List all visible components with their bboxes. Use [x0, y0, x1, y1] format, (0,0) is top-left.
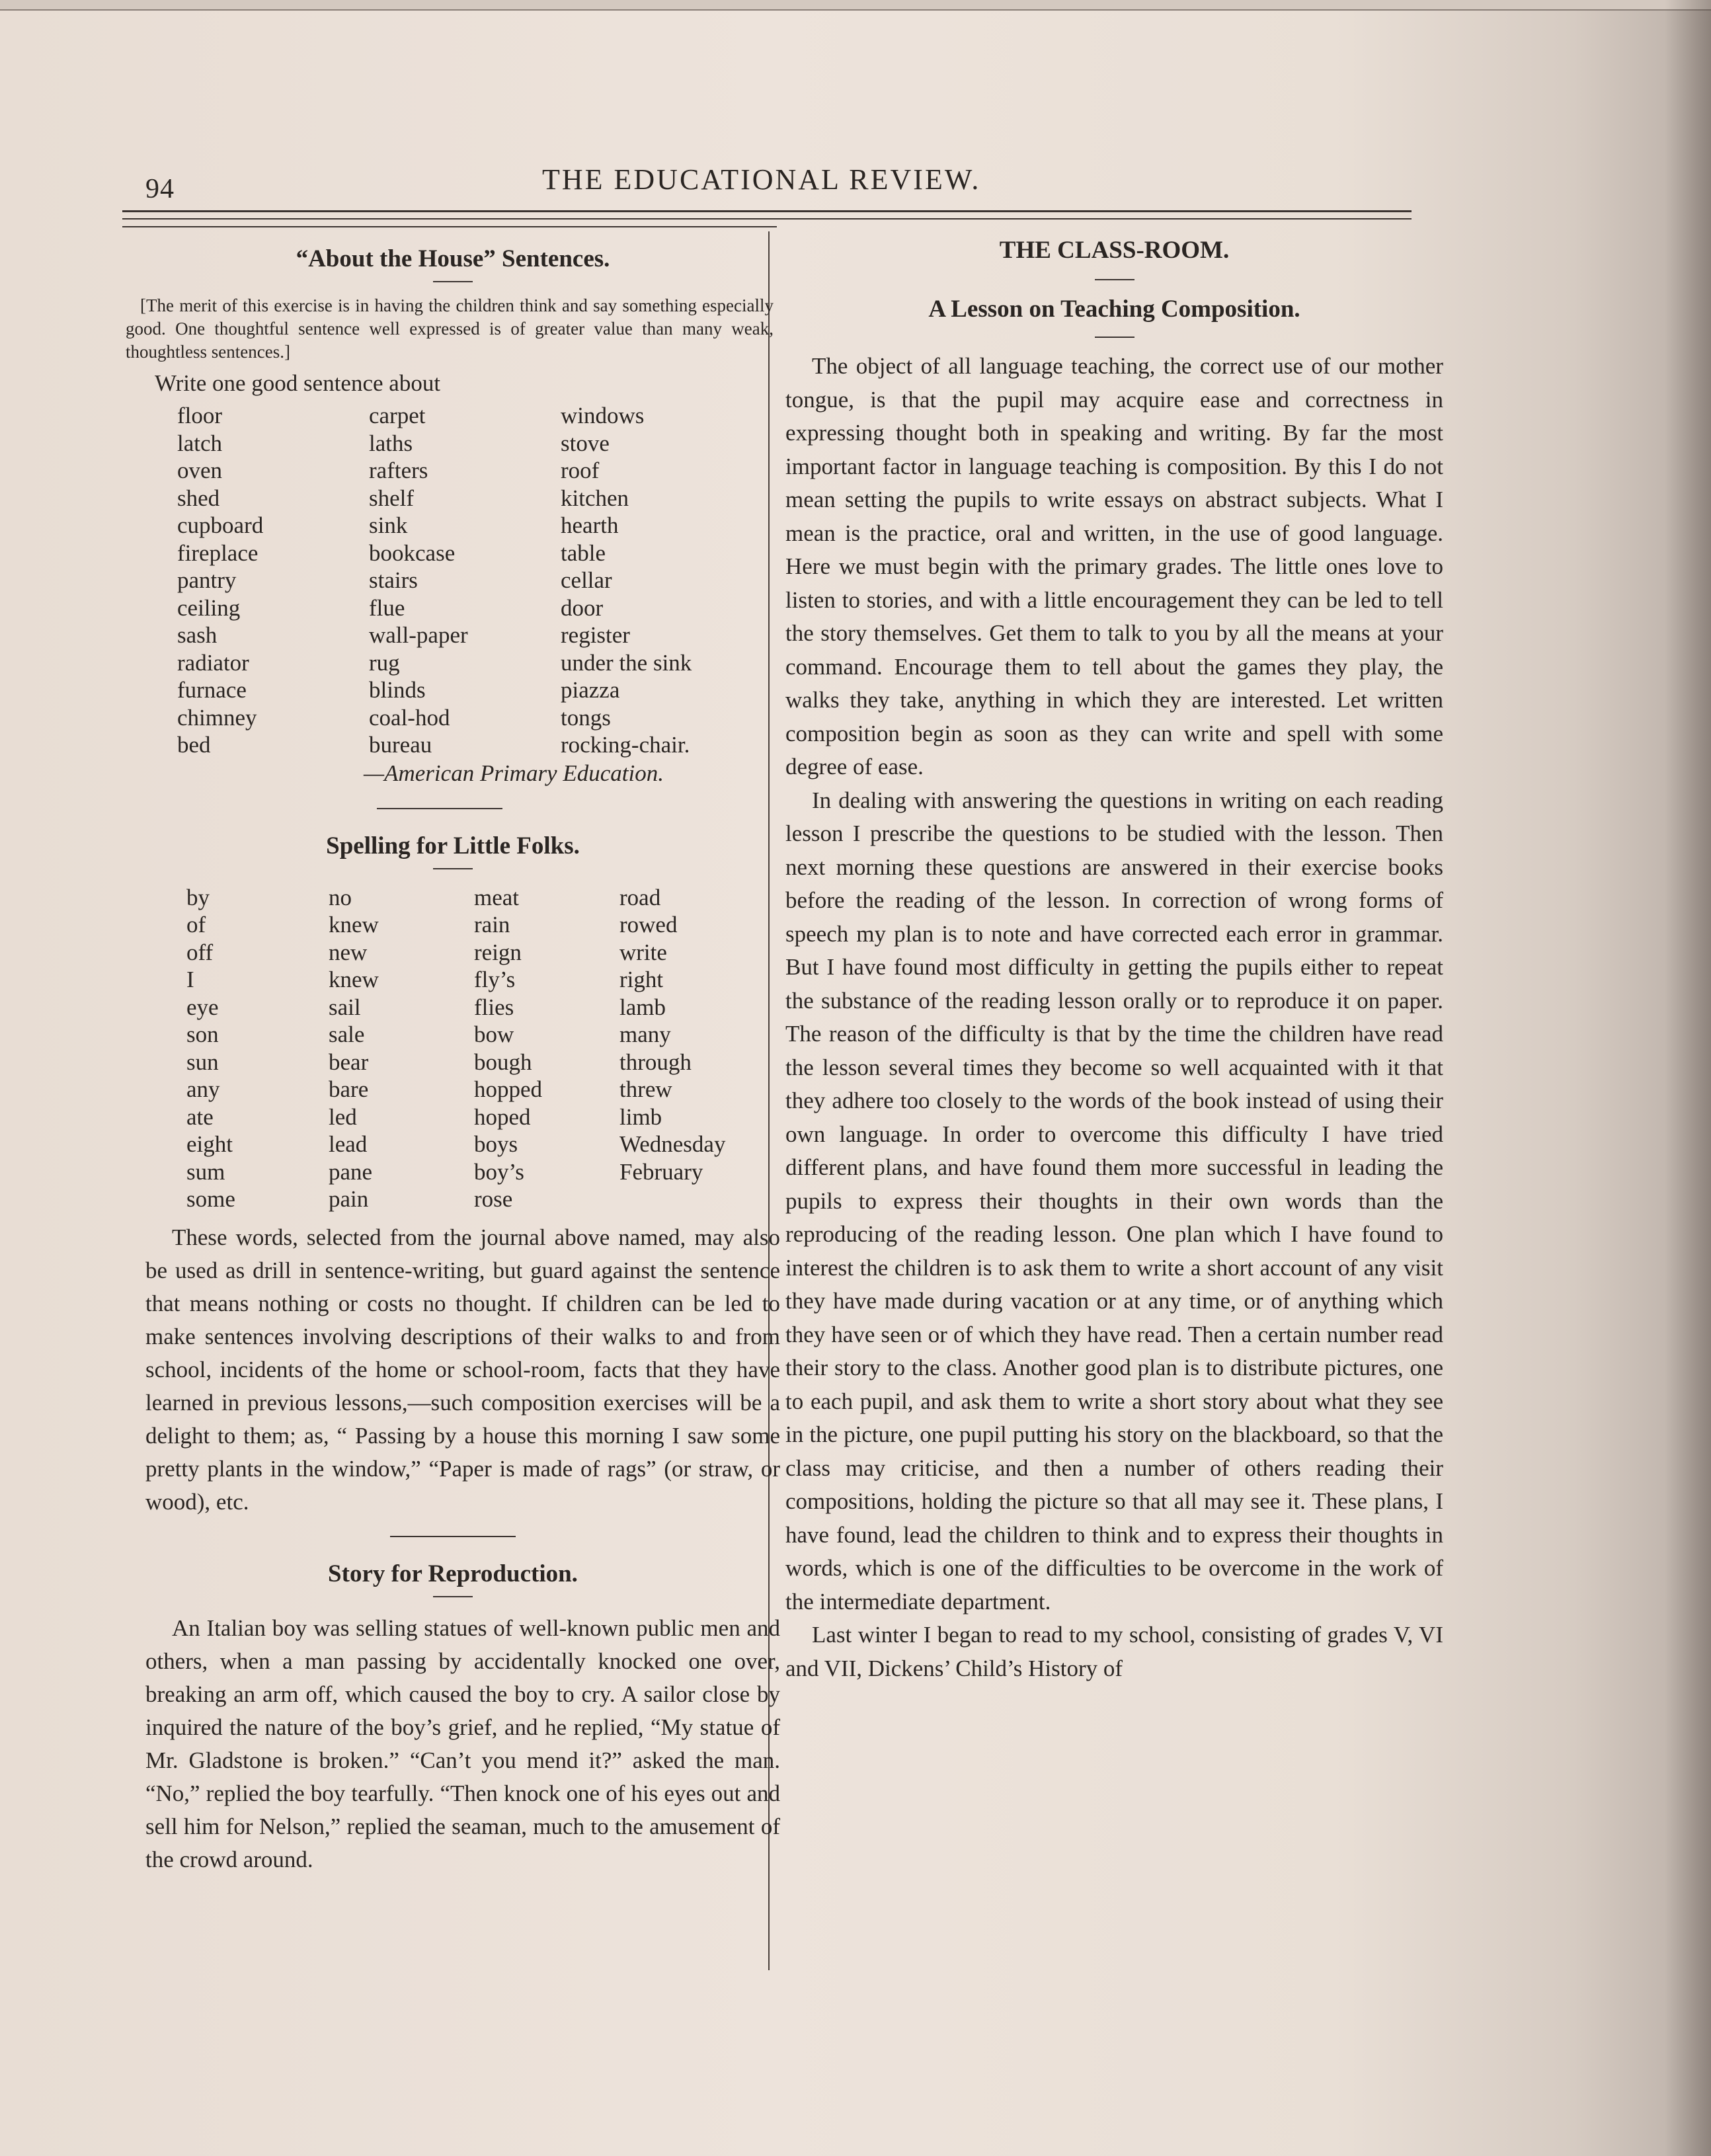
word-item: shelf: [369, 485, 415, 511]
word-item: some: [186, 1186, 235, 1212]
word-item: boy’s: [474, 1158, 524, 1185]
running-title: THE EDUCATIONAL REVIEW.: [542, 163, 981, 196]
word-item: blinds: [369, 677, 426, 703]
word-item: reign: [474, 939, 522, 965]
right-column: [785, 228, 1443, 1685]
word-item: knew: [329, 967, 379, 992]
word-item: through: [619, 1049, 692, 1075]
header-rule: [122, 210, 1412, 212]
article-paragraph: Last winter I began to read to my school, consisting of grades V, VI and VII, Dickens’ Child’s History of: [785, 1622, 1443, 1681]
word-item: bow: [474, 1021, 514, 1047]
word-column: [329, 884, 474, 1213]
word-item: bed: [177, 732, 211, 758]
word-item: door: [561, 594, 604, 621]
title-rule: [1095, 337, 1134, 338]
word-item: bureau: [369, 732, 432, 758]
word-column: [474, 884, 619, 1213]
spelling-word-list: [186, 884, 780, 1213]
word-item: stairs: [369, 567, 418, 593]
word-item: lead: [329, 1131, 368, 1157]
word-item: eye: [186, 994, 219, 1020]
word-item: piazza: [561, 677, 620, 703]
word-item: boys: [474, 1131, 518, 1157]
word-item: hopped: [474, 1076, 543, 1102]
word-item: by: [186, 884, 210, 910]
word-item: pantry: [177, 567, 237, 593]
editorial-note: [The merit of this exercise is in having the children think and say something especially good. One thoughtful sentence well expressed is of greater value than many weak, thoughtless sentences.]: [126, 296, 774, 362]
word-item: off: [186, 939, 214, 965]
binding-shadow: [1665, 0, 1711, 2156]
word-column: [369, 402, 561, 759]
title-rule: [433, 1596, 473, 1597]
word-item: bear: [329, 1049, 369, 1075]
section-divider: [390, 1536, 516, 1537]
word-item: stove: [561, 430, 610, 456]
house-word-list: [177, 402, 780, 759]
word-item: no: [329, 884, 352, 910]
section-title-about-the-house: “About the House” Sentences.: [296, 245, 610, 272]
word-item: rain: [474, 912, 510, 938]
title-rule: [433, 868, 473, 869]
word-item: furnace: [177, 677, 247, 703]
word-item: fly’s: [474, 967, 516, 992]
word-item: radiator: [177, 649, 249, 676]
word-item: rug: [369, 649, 400, 676]
title-rule: [1095, 279, 1134, 280]
word-item: rafters: [369, 458, 428, 483]
word-item: bookcase: [369, 539, 456, 566]
word-item: rocking-chair.: [561, 732, 690, 758]
word-item: sun: [186, 1049, 219, 1075]
word-item: chimney: [177, 704, 257, 731]
word-item: kitchen: [561, 485, 629, 511]
word-item: register: [561, 622, 630, 648]
word-item: limb: [619, 1103, 662, 1130]
word-item: pane: [329, 1158, 373, 1185]
exercise-intro: Write one good sentence about: [155, 370, 441, 396]
word-item: coal-hod: [369, 704, 450, 731]
section-title-story: Story for Reproduction.: [328, 1560, 578, 1587]
source-credit: —American Primary Education.: [364, 760, 664, 786]
word-item: laths: [369, 430, 413, 456]
word-item: roof: [561, 458, 600, 483]
word-item: many: [619, 1021, 671, 1047]
word-item: sale: [329, 1021, 365, 1047]
spelling-paragraph: These words, selected from the journal above named, may also be used as drill in sentence-writing, but guard against the sentence that means nothing or costs no thought. If children can be led to make sentences involving descriptions of their walks to and from school, incidents of the home or school-room, facts that they have learned in previous lessons,—such composition exercises will be a delight to them; as, “ Passing by a house this morning I saw some pretty plants in the window,” “Paper is made of rags” (or straw, or wood), etc.: [145, 1224, 780, 1515]
word-item: Wednesday: [619, 1131, 726, 1157]
word-item: windows: [561, 403, 645, 428]
column-title-class-room: THE CLASS-ROOM.: [999, 237, 1230, 264]
word-item: ceiling: [177, 594, 241, 621]
word-item: of: [186, 912, 206, 938]
word-item: shed: [177, 485, 220, 511]
word-item: road: [619, 884, 661, 910]
word-item: eight: [186, 1131, 233, 1157]
header-rule: [122, 218, 1412, 220]
word-item: rowed: [619, 912, 678, 938]
word-item: son: [186, 1021, 219, 1047]
left-column: [126, 231, 780, 1876]
article-paragraph: In dealing with answering the questions in writing on each reading lesson I prescribe the questions to be studied with the lesson. Then next morning these questions are answered in their exercise books before the reading of the lesson. In correction of wrong forms of speech my plan is to note and have corrected each error in grammar. But I have found most difficulty in getting the pupils either to repeat the substance of the reading lesson orally or to reproduce it on paper. The reason of the difficulty is that by the time the children have read the lesson several times they become so well acquainted with it that they adhere too closely to the words of the book instead of using their own language. In order to overcome this difficulty I have tried different plans, and have found them more successful in leading the pupils to express their thoughts in their own words than the reproducing of the reading lesson. One plan which I have found to interest the children is to ask them to write a short account of any visit they have made during vacation or at any time, or of anything which they have seen or of which they have read. Then a certain number read their story to the class. Another good plan is to distribute pictures, one to each pupil, and ask them to write a short story about what they see in the picture, one pupil putting his story on the blackboard, so that the class may criticise, and then a number of others reading their compositions, holding the picture so that all may see it. These plans, I have found, lead the children to think and to express their thoughts in words, which is one of the difficulties to be overcome in the work of the intermediate department.: [785, 787, 1443, 1615]
word-item: bough: [474, 1049, 532, 1075]
word-item: led: [329, 1103, 357, 1130]
word-item: sash: [177, 622, 218, 648]
word-item: tongs: [561, 704, 611, 731]
word-item: rose: [474, 1186, 513, 1212]
word-item: knew: [329, 912, 379, 938]
word-column: [186, 884, 329, 1213]
word-item: any: [186, 1076, 220, 1102]
word-item: threw: [619, 1076, 672, 1102]
word-item: new: [329, 939, 368, 965]
word-item: ate: [186, 1103, 214, 1130]
word-item: floor: [177, 403, 223, 428]
word-item: pain: [329, 1186, 369, 1212]
word-item: meat: [474, 884, 520, 910]
header-rule: [122, 226, 777, 227]
word-item: right: [619, 967, 664, 992]
word-item: sum: [186, 1158, 225, 1185]
word-item: February: [619, 1158, 703, 1185]
word-item: table: [561, 539, 606, 566]
word-item: hearth: [561, 512, 619, 538]
section-divider: [377, 808, 502, 809]
word-item: flue: [369, 594, 405, 621]
word-item: sink: [369, 512, 408, 538]
word-column: [619, 884, 785, 1213]
word-item: lamb: [619, 994, 666, 1020]
word-item: flies: [474, 994, 514, 1020]
word-item: cellar: [561, 567, 612, 593]
word-item: I: [186, 967, 194, 992]
word-item: write: [619, 939, 667, 965]
page-top-edge: [0, 0, 1711, 11]
word-item: under the sink: [561, 649, 692, 676]
title-rule: [433, 281, 473, 282]
page-number: 94: [145, 174, 175, 204]
word-item: bare: [329, 1076, 369, 1102]
word-item: carpet: [369, 403, 426, 428]
article-title: A Lesson on Teaching Composition.: [928, 296, 1300, 323]
word-column: [561, 402, 779, 759]
word-item: sail: [329, 994, 361, 1020]
word-item: latch: [177, 430, 223, 456]
word-item: cupboard: [177, 512, 264, 538]
word-item: fireplace: [177, 539, 259, 566]
article-paragraph: The object of all language teaching, the correct use of our mother tongue, is that the pupil may acquire ease and correctness in expressing thought both in speaking and writing. By far the most important factor in language teaching is composition. By this I do not mean setting the pupils to write essays on abstract subjects. What I mean is the practice, oral and written, in the use of good language. Here we must begin with the primary grades. The little ones love to listen to stories, and with a little encouragement they can be led to tell the story themselves. Get them to talk to you by all the means at your command. Encourage them to tell about the games they play, the walks they take, anything in which they are interested. Let written composition begin as soon as they can write and spell with some degree of ease.: [785, 353, 1443, 779]
story-paragraph: An Italian boy was selling statues of well-known public men and others, when a man passing by accidentally knocked one over, breaking an arm off, which caused the boy to cry. A sailor close by inquired the nature of the boy’s grief, and he replied, “My statue of Mr. Gladstone is broken.” “Can’t you mend it?” asked the man. “No,” replied the boy tearfully. “Then knock one of his eyes out and sell him for Nelson,” replied the seaman, much to the amusement of the crowd around.: [145, 1615, 780, 1872]
word-item: wall-paper: [369, 622, 468, 648]
word-item: hoped: [474, 1103, 531, 1130]
section-title-spelling: Spelling for Little Folks.: [326, 832, 580, 859]
word-column: [177, 402, 369, 759]
word-item: oven: [177, 458, 223, 483]
